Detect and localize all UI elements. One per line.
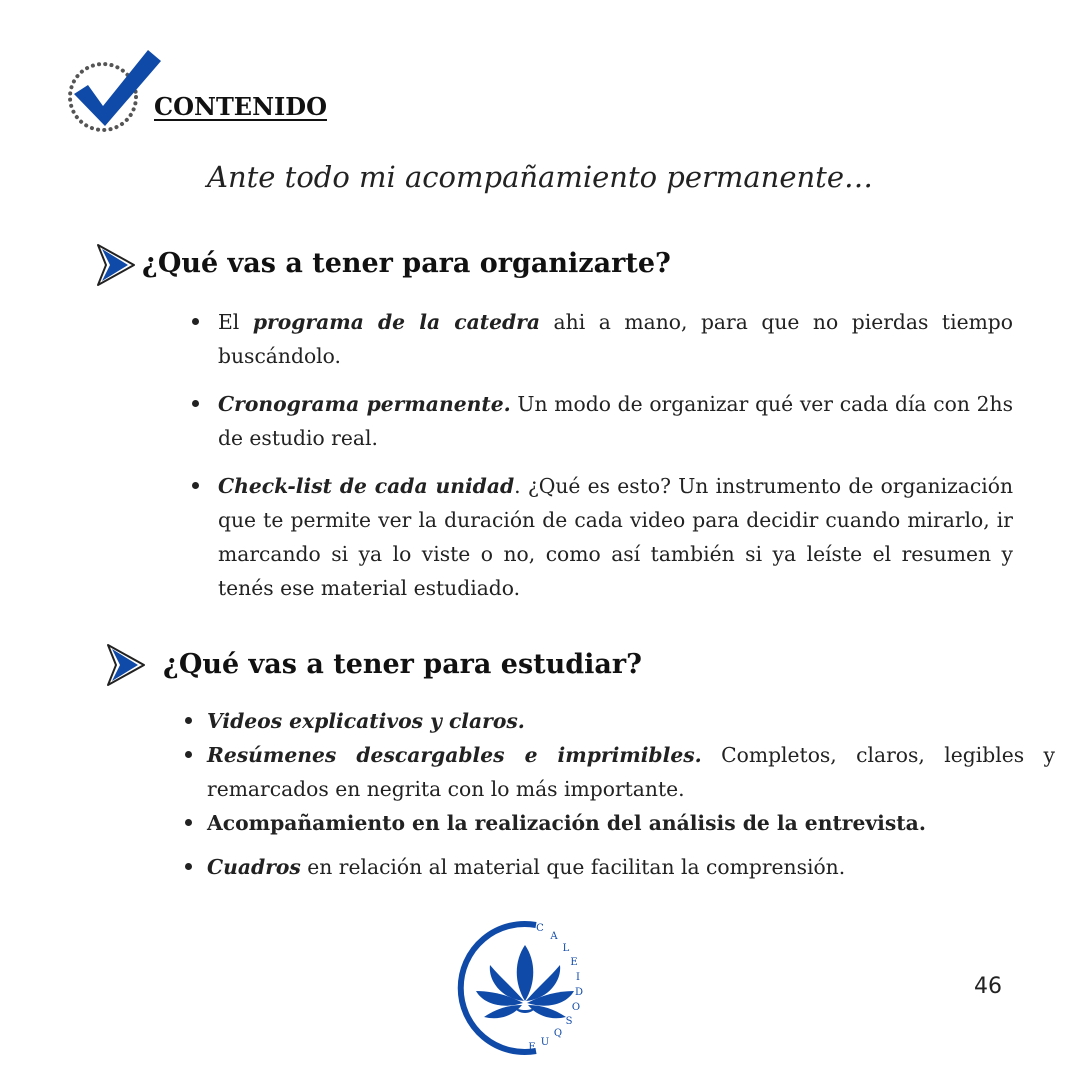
- svg-text:Q: Q: [553, 1028, 563, 1039]
- page-number: 46: [974, 974, 1002, 999]
- page-subtitle: Ante todo mi acompañamiento permanente…: [207, 160, 873, 194]
- svg-text:S: S: [565, 1016, 573, 1027]
- list-item: El programa de la catedra ahi a mano, para que no pierdas tiempo buscándolo.: [218, 305, 1013, 373]
- svg-text:L: L: [562, 943, 570, 954]
- checkmark-circle-icon: [66, 44, 166, 136]
- chevron-arrow-icon: [104, 641, 148, 689]
- section-title-organize: ¿Qué vas a tener para organizarte?: [142, 248, 671, 279]
- svg-text:E: E: [570, 957, 578, 968]
- list-item: Resúmenes descargables e imprimibles. Completos, claros, legibles y remarcados en negrita con lo más importante.: [207, 738, 1055, 806]
- svg-text:U: U: [540, 1037, 550, 1048]
- section-title-study: ¿Qué vas a tener para estudiar?: [163, 649, 642, 680]
- svg-text:I: I: [576, 972, 580, 983]
- list-item: Acompañamiento en la realización del análisis de la entrevista.: [207, 806, 1055, 840]
- svg-text:A: A: [550, 931, 558, 942]
- study-list: [207, 704, 1055, 884]
- list-item: Check-list de cada unidad. ¿Qué es esto? Un instrumento de organización que te permite ver la duración de cada video para decidir cuando mirarlo, ir marcando si ya lo viste o no, como así también si ya leíste el resumen y tenés ese material estudiado.: [218, 469, 1013, 605]
- organize-list: [218, 305, 1013, 619]
- chevron-arrow-icon: [94, 241, 138, 289]
- list-item: Cuadros en relación al material que facilitan la comprensión.: [207, 850, 1055, 884]
- svg-text:E: E: [528, 1042, 536, 1053]
- list-item: Videos explicativos y claros.: [207, 704, 1055, 738]
- svg-text:C: C: [536, 923, 544, 934]
- svg-text:D: D: [574, 987, 584, 998]
- svg-text:O: O: [571, 1002, 581, 1013]
- list-item: Cronograma permanente. Un modo de organizar qué ver cada día con 2hs de estudio real.: [218, 387, 1013, 455]
- lotus-logo-icon: [450, 915, 600, 1065]
- section-heading: CONTENIDO: [154, 92, 327, 121]
